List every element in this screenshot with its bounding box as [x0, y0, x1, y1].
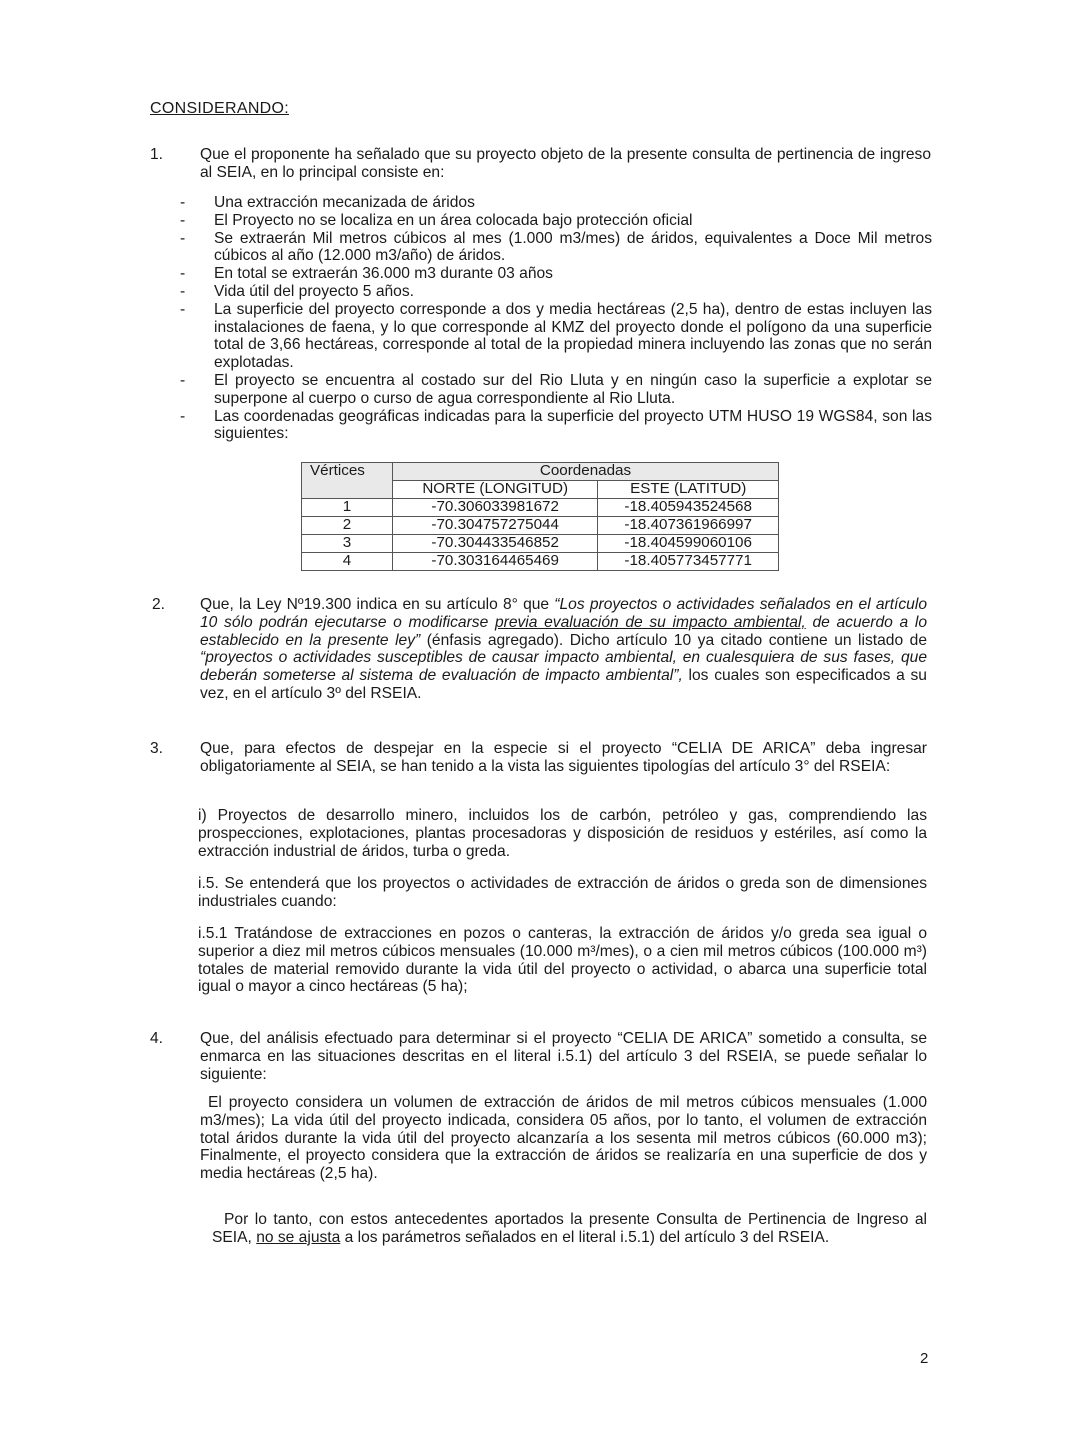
item-1-text: Que el proponente ha señalado que su proyecto objeto de la presente consulta de pertinencia de ingreso al SEIA, en lo principal consiste en:	[200, 146, 931, 181]
list-item: - Las coordenadas geográficas indicadas para la superficie del proyecto UTM HUSO 19 WGS84, son las siguientes:	[180, 407, 932, 443]
table-cell-norte: -70.304433546852	[393, 535, 598, 553]
table-cell-vertex: 1	[302, 499, 393, 517]
item-2-quote-2: “proyectos o actividades susceptibles de causar impacto ambiental, en cualesquiera de sus fases, que deberán someterse al sistema de evaluación de impacto ambiental”,	[200, 649, 927, 685]
list-item: - Se extraerán Mil metros cúbicos al mes (1.000 m3/mes) de áridos, equivalentes a Doce Mil metros cúbicos al año (12.000 m3/año) de áridos.	[180, 229, 932, 265]
item-1-number: 1.	[150, 146, 164, 163]
table-row	[302, 553, 779, 571]
section-heading: CONSIDERANDO:	[150, 100, 290, 117]
item-2-text-part: (énfasis agregado). Dicho artículo 10 ya citado contiene un listado de	[420, 631, 927, 649]
list-item: - Una extracción mecanizada de áridos	[180, 194, 475, 211]
item-4-paragraph-2	[212, 1211, 927, 1247]
table-row	[302, 535, 779, 553]
table-header-este: ESTE (LATITUD)	[598, 481, 779, 499]
coordinates-table	[301, 462, 779, 571]
list-item: - La superficie del proyecto corresponde a dos y media hectáreas (2,5 ha), dentro de estas incluyen las instalaciones de faena, y lo que corresponde al KMZ del proyecto donde el polígono da una superficie total de 3,66 hectáreas, corresponde al total de la propiedad minera incluyendo las zonas que no serán explotadas.	[180, 300, 932, 372]
table-cell-este: -18.405773457771	[598, 553, 779, 571]
item-3-paragraph-i5: i.5. Se entenderá que los proyectos o actividades de extracción de áridos o greda son de dimensiones industriales cuando:	[198, 875, 927, 910]
list-item: - El Proyecto no se localiza en un área colocada bajo protección oficial	[180, 211, 693, 229]
item-3-paragraph-i: i) Proyectos de desarrollo minero, incluidos los de carbón, petróleo y gas, comprendiendo las prospecciones, explotaciones, plantas procesadoras y disposición de residuos y estériles, así como la extracción industrial de áridos, turba o greda.	[198, 807, 927, 860]
item-2-text	[200, 596, 927, 703]
list-item: - Vida útil del proyecto 5 años.	[180, 282, 414, 300]
table-header-norte: NORTE (LONGITUD)	[393, 481, 598, 499]
item-2-quote: “Los proyectos o actividades señalados en el artículo 10 sólo podrán ejecutarse o modificarse	[200, 596, 927, 631]
table-cell-norte: -70.303164465469	[393, 553, 598, 571]
item-3-paragraph-i51: i.5.1 Tratándose de extracciones en pozos o canteras, la extracción de áridos y/o greda sea igual o superior a diez mil metros cúbicos mensuales (10.000 m³/mes), o a cien mil metros cúbicos (100.000 m³) totales de material removido durante la vida útil del proyecto o actividad, o abarca una superficie total igual o mayor a cinco hectáreas (5 ha);	[198, 925, 927, 996]
page-number: 2	[920, 1350, 929, 1367]
list-item: - El proyecto se encuentra al costado sur del Rio Lluta y en ningún caso la superficie a explotar se superpone al cuerpo o curso de agua correspondiente al Rio Lluta.	[180, 371, 932, 407]
table-cell-este: -18.404599060106	[598, 535, 779, 553]
table-cell-este: -18.407361966997	[598, 517, 779, 535]
item-4-conclusion-part: Por lo tanto, con estos antecedentes aportados la presente Consulta de Pertinencia de Ingreso al SEIA,	[212, 1211, 927, 1246]
item-4-text: Que, del análisis efectuado para determinar si el proyecto “CELIA DE ARICA” sometido a consulta, se enmarca en las situaciones descritas en el literal i.5.1) del artículo 3 del RSEIA, se puede señalar lo siguiente:	[200, 1030, 927, 1083]
table-cell-este: -18.405943524568	[598, 499, 779, 517]
list-item: - En total se extraerán 36.000 m3 durante 03 años	[180, 265, 553, 283]
item-3-number: 3.	[150, 740, 164, 757]
item-2-text-part: los cuales son especificados a su vez, en el artículo 3º del RSEIA.	[200, 667, 927, 702]
item-2-number: 2.	[152, 596, 166, 613]
table-row	[302, 517, 779, 535]
table-row	[302, 499, 779, 517]
item-2-text-part: Que, la Ley Nº19.300 indica en su artículo 8° que	[200, 596, 555, 613]
table-cell-vertex: 3	[302, 535, 393, 553]
table-header-coordinates: Coordenadas	[393, 463, 779, 481]
item-4-number: 4.	[150, 1030, 164, 1047]
item-2-quote-end: de acuerdo a lo establecido en la presente ley”	[200, 613, 927, 649]
item-4-conclusion-part: a los parámetros señalados en el literal i.5.1) del artículo 3 del RSEIA.	[340, 1228, 830, 1246]
table-cell-norte: -70.304757275044	[393, 517, 598, 535]
item-4-paragraph-1: El proyecto considera un volumen de extracción de áridos de mil metros cúbicos mensuales (1.000 m3/mes); La vida útil del proyecto indicada, considera 05 años, por lo tanto, el volumen de extracción total áridos durante la vida útil del proyecto alcanzaría a los sesenta mil metros cúbicos (60.000 m3); Finalmente, el proyecto considera que la extracción de áridos se realizaría en una superficie de dos y media hectáreas (2,5 ha).	[200, 1094, 927, 1183]
table-cell-vertex: 2	[302, 517, 393, 535]
item-2-quote-emphasis: previa evaluación de su impacto ambiental,	[494, 613, 806, 631]
item-1-bullet-list	[180, 194, 932, 443]
table-cell-norte: -70.306033981672	[393, 499, 598, 517]
table-header-vertices: Vértices	[302, 463, 393, 499]
table-cell-vertex: 4	[302, 553, 393, 571]
item-3-text: Que, para efectos de despejar en la especie si el proyecto “CELIA DE ARICA” deba ingresar obligatoriamente al SEIA, se han tenido a la vista las siguientes tipologías del artículo 3° del RSEIA:	[200, 740, 927, 775]
item-4-conclusion-emphasis: no se ajusta	[256, 1228, 341, 1246]
